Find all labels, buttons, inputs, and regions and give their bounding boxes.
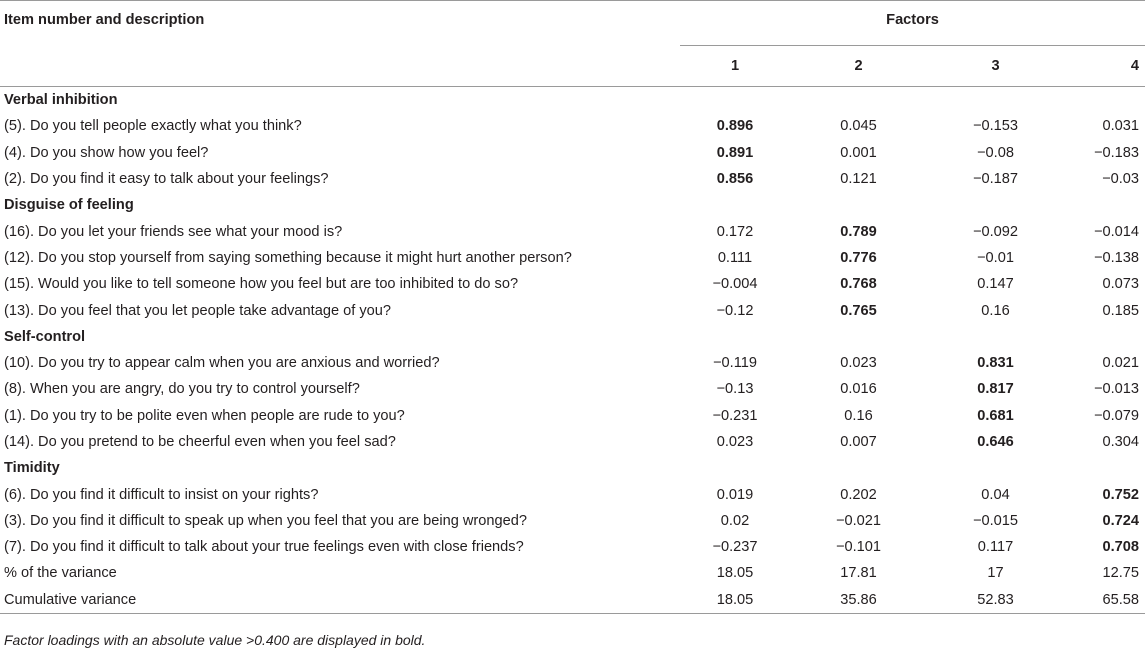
section-title: Self-control <box>4 328 86 345</box>
table-row <box>0 508 1145 534</box>
header-row-1 <box>0 1 1145 46</box>
item-description: (14). Do you pretend to be cheerful even when you feel sad? <box>4 434 396 450</box>
loading-value-bold: 0.776 <box>840 249 877 266</box>
loading-cell-factor-4 <box>1064 534 1145 560</box>
summary-value-factor-3: 52.83 <box>977 591 1014 608</box>
loading-cell-factor-2: −0.021 <box>835 512 882 529</box>
loading-cell-factor-4: 0.073 <box>1102 276 1140 293</box>
loading-cell-factor-4: −0.138 <box>1093 249 1140 266</box>
loading-cell-factor-3: 0.117 <box>977 539 1014 556</box>
summary-row <box>0 560 1145 586</box>
loading-cell-factor-3: −0.187 <box>972 171 1019 188</box>
loading-cell-factor-3: −0.015 <box>972 512 1019 529</box>
loading-cell-factor-3: 0.04 <box>981 486 1010 503</box>
loading-cell-factor-1 <box>680 113 790 139</box>
loading-cell-factor-4: −0.013 <box>1093 381 1140 398</box>
loading-value-bold: 0.646 <box>977 434 1014 450</box>
loading-cell-factor-3 <box>927 403 1064 429</box>
loading-cell-factor-2 <box>790 218 927 244</box>
item-description: (2). Do you find it easy to talk about your feelings? <box>4 171 329 188</box>
summary-label: % of the variance <box>4 565 117 582</box>
loading-cell-factor-2: 0.045 <box>840 118 877 135</box>
loading-value-bold: 0.831 <box>977 355 1014 372</box>
loading-cell-factor-3 <box>927 376 1064 402</box>
item-description: (7). Do you find it difficult to talk about your true feelings even with close friends? <box>4 539 524 556</box>
loading-cell-factor-3 <box>927 350 1064 376</box>
loading-cell-factor-2 <box>790 297 927 323</box>
factor-4-header: 4 <box>1130 58 1140 74</box>
loading-cell-factor-2 <box>790 271 927 297</box>
item-description: (10). Do you try to appear calm when you are anxious and worried? <box>4 355 440 372</box>
table-row <box>0 271 1145 297</box>
section-title: Timidity <box>4 460 60 477</box>
item-column-header: Item number and description <box>4 12 205 28</box>
loading-cell-factor-4 <box>1064 481 1145 507</box>
loading-value-bold: 0.896 <box>716 118 754 135</box>
loading-cell-factor-2: 0.016 <box>840 381 877 398</box>
loading-value-bold: 0.817 <box>977 381 1014 398</box>
loading-cell-factor-1: −0.119 <box>713 355 757 372</box>
loading-cell-factor-2: 0.202 <box>840 486 877 503</box>
loading-cell-factor-4: −0.014 <box>1093 223 1140 240</box>
item-description: (13). Do you feel that you let people take advantage of you? <box>4 302 391 319</box>
loading-cell-factor-3: −0.08 <box>977 144 1014 161</box>
loading-cell-factor-4: −0.03 <box>1102 171 1140 188</box>
loading-cell-factor-4: −0.079 <box>1093 407 1140 424</box>
loading-value-bold: 0.724 <box>1102 512 1140 529</box>
loading-cell-factor-1: −0.231 <box>712 407 758 424</box>
table-row <box>0 350 1145 376</box>
table-row <box>0 113 1145 139</box>
summary-value-factor-2: 17.81 <box>840 565 877 582</box>
loading-cell-factor-1: 0.111 <box>717 249 753 266</box>
table-row <box>0 140 1145 166</box>
loading-cell-factor-1: 0.172 <box>716 223 754 240</box>
summary-value-factor-3: 17 <box>987 565 1004 582</box>
loading-cell-factor-1: 0.023 <box>716 434 754 450</box>
loading-cell-factor-3: 0.16 <box>981 302 1010 319</box>
item-description: (12). Do you stop yourself from saying something because it might hurt another person? <box>4 249 572 266</box>
summary-value-factor-4: 12.75 <box>1102 565 1140 582</box>
loading-cell-factor-3: 0.147 <box>977 276 1014 293</box>
table-row <box>0 218 1145 244</box>
loading-cell-factor-4 <box>1064 508 1145 534</box>
item-description: (15). Would you like to tell someone how you feel but are too inhibited to do so? <box>4 276 519 293</box>
loading-cell-factor-4: 0.185 <box>1102 302 1140 319</box>
table-row <box>0 245 1145 271</box>
loading-cell-factor-1: −0.12 <box>716 302 754 319</box>
loading-cell-factor-3 <box>927 429 1064 455</box>
factors-column-header: Factors <box>680 1 1145 46</box>
loading-cell-factor-4: 0.021 <box>1102 355 1140 372</box>
item-description: (4). Do you show how you feel? <box>4 144 209 161</box>
section-header-row <box>0 192 1145 218</box>
loading-cell-factor-2: 0.007 <box>840 434 877 450</box>
loading-cell-factor-2: 0.121 <box>840 171 877 188</box>
loading-value-bold: 0.856 <box>716 171 754 188</box>
loading-cell-factor-4: 0.031 <box>1102 118 1140 135</box>
loading-cell-factor-2: −0.101 <box>835 539 882 556</box>
item-description: (6). Do you find it difficult to insist on your rights? <box>4 486 319 503</box>
item-description: (8). When you are angry, do you try to control yourself? <box>4 381 360 398</box>
table-row <box>0 481 1145 507</box>
table-row <box>0 403 1145 429</box>
section-header-row <box>0 324 1145 350</box>
summary-value-factor-2: 35.86 <box>840 591 877 608</box>
loading-cell-factor-1 <box>680 140 790 166</box>
factor-2-header: 2 <box>854 58 863 74</box>
loading-cell-factor-3: −0.01 <box>977 249 1014 266</box>
section-title: Disguise of feeling <box>4 197 134 214</box>
loading-value-bold: 0.789 <box>840 223 877 240</box>
summary-value-factor-1: 18.05 <box>716 591 754 608</box>
table-row <box>0 166 1145 192</box>
loading-cell-factor-1: 0.019 <box>716 486 754 503</box>
loading-cell-factor-1: 0.02 <box>720 512 750 529</box>
item-description: (5). Do you tell people exactly what you think? <box>4 118 302 135</box>
loading-cell-factor-1 <box>680 166 790 192</box>
loading-value-bold: 0.768 <box>840 276 877 293</box>
summary-value-factor-1: 18.05 <box>716 565 754 582</box>
loading-cell-factor-4: 0.304 <box>1102 434 1140 450</box>
summary-value-factor-4: 65.58 <box>1102 591 1140 608</box>
summary-row <box>0 587 1145 614</box>
factor-3-header: 3 <box>991 58 1000 74</box>
section-header-row <box>0 87 1145 114</box>
item-description: (1). Do you try to be polite even when people are rude to you? <box>4 407 405 424</box>
table-footnote: Factor loadings with an absolute value >0.400 are displayed in bold. <box>4 632 426 648</box>
loading-value-bold: 0.681 <box>977 407 1014 424</box>
section-title: Verbal inhibition <box>4 92 118 109</box>
loading-cell-factor-2 <box>790 245 927 271</box>
loading-cell-factor-4: −0.183 <box>1093 144 1140 161</box>
loading-value-bold: 0.708 <box>1102 539 1140 556</box>
item-description: (3). Do you find it difficult to speak up when you feel that you are being wronged? <box>4 512 527 529</box>
loading-cell-factor-2: 0.001 <box>840 144 877 161</box>
loading-cell-factor-3: −0.092 <box>972 223 1019 240</box>
loading-cell-factor-1: −0.13 <box>716 381 754 398</box>
loading-cell-factor-2: 0.16 <box>844 407 873 424</box>
loading-cell-factor-1: −0.004 <box>712 276 758 293</box>
table-row <box>0 429 1145 455</box>
section-header-row <box>0 455 1145 481</box>
factor-1-header: 1 <box>730 58 740 74</box>
loading-value-bold: 0.765 <box>840 302 877 319</box>
table-row <box>0 376 1145 402</box>
table-row <box>0 297 1145 323</box>
summary-label: Cumulative variance <box>4 591 137 608</box>
loading-cell-factor-1: −0.237 <box>712 539 758 556</box>
loading-cell-factor-2: 0.023 <box>840 355 877 372</box>
table-body <box>0 87 1145 614</box>
item-description: (16). Do you let your friends see what your mood is? <box>4 223 343 240</box>
loading-value-bold: 0.891 <box>716 144 754 161</box>
loading-value-bold: 0.752 <box>1102 486 1140 503</box>
table-row <box>0 534 1145 560</box>
loading-cell-factor-3: −0.153 <box>972 118 1019 135</box>
